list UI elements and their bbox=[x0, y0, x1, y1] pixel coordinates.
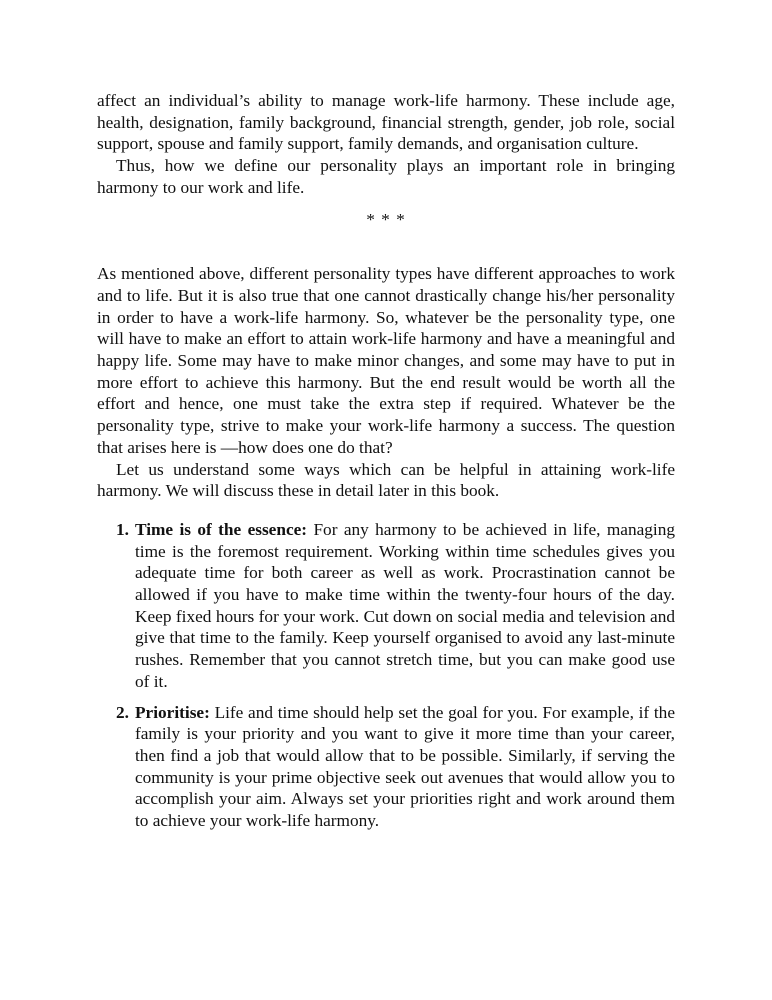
list-item-text: Life and time should help set the goal for you. For example, if the family is your priority and you want to give it more time than your career, then find a job that would allow that to be possible. Similarly, if serving the community is your prime objective seek out avenues that would allow you to accomplish your aim. Always set your priorities right and work around them to achieve your work-life harmony. bbox=[135, 702, 675, 831]
list-item-text: For any harmony to be achieved in life, managing time is the foremost requirement. Working within time schedules gives you adequate time for both career as well as work. Procrastination cannot be allowed if you have to make time within the twenty-four hours of the day. Keep fixed hours for your work. Cut down on social media and television and give that time to the family. Keep yourself organised to avoid any last-minute rushes. Remember that you cannot stretch time, but you can make good use of it. bbox=[135, 519, 675, 691]
list-item-heading: Time is of the essence: bbox=[135, 519, 308, 539]
list-item-heading: Prioritise: bbox=[135, 702, 210, 722]
list-item bbox=[97, 702, 675, 832]
list-item-body bbox=[135, 519, 675, 693]
paragraph-ways-intro: Let us understand some ways which can be helpful in attaining work-life harmony. We will discuss these in detail later in this book. bbox=[97, 459, 675, 501]
paragraph-personality-role: Thus, how we define our personality plays an important role in bringing harmony to our work and life. bbox=[97, 156, 675, 197]
paragraph-personality-types: As mentioned above, different personality types have different approaches to work and to life. But it is also true that one cannot drastically change his/her personality in order to have a work-life harmony. So, whatever be the personality type, one will have to make an effort to attain work-life harmony and have a meaningful and happy life. Some may have to make minor changes, and some may have to put in more effort to achieve this harmony. But the end result would be worth all the effort and hence, one must take the extra step if required. Whatever be the personality type, strive to make your work-life harmony a success. The question that arises here is —how does one do that? bbox=[97, 264, 675, 457]
section-separator: * * * bbox=[366, 209, 406, 229]
list-item-number: 1. bbox=[116, 519, 129, 539]
list-item-body bbox=[135, 702, 675, 832]
paragraph-intro-continued: affect an individual’s ability to manage work-life harmony. These include age, health, designation, family background, financial strength, gender, job role, social support, spouse and family support, family demands, and organisation culture. bbox=[97, 91, 675, 154]
page-content bbox=[97, 90, 675, 841]
numbered-list bbox=[97, 519, 675, 832]
list-item bbox=[97, 519, 675, 693]
list-item-number: 2. bbox=[116, 702, 129, 722]
